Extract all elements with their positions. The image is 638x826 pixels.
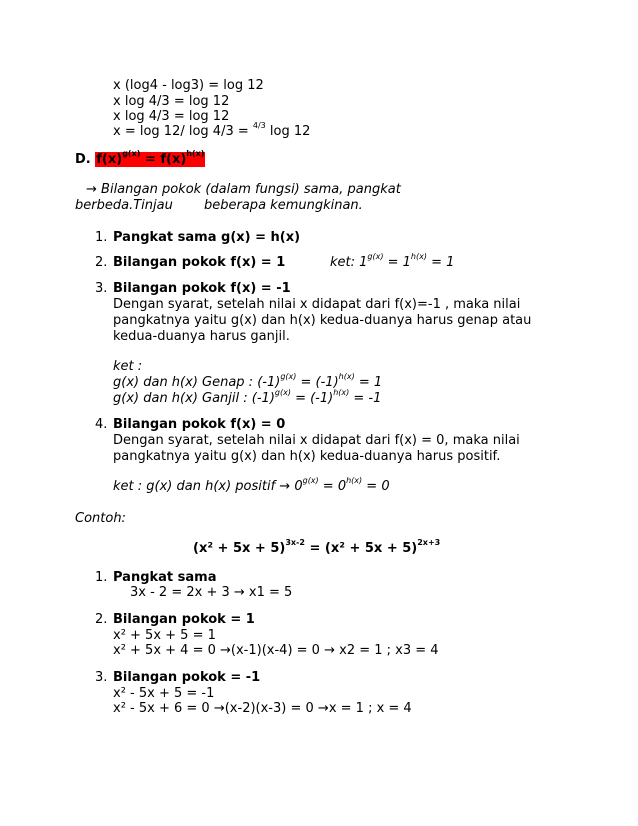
ganjil-a: g(x) dan h(x) Ganjil : (-1): [113, 391, 275, 406]
case-2-ket-c: = 1: [426, 255, 455, 270]
genap-c: = 1: [354, 375, 383, 390]
case-3-ganjil: [113, 387, 382, 407]
case-1-number: 1.: [95, 230, 108, 245]
eq-rhs: = (x² + 5x + 5): [304, 541, 418, 556]
case-4-number: 4.: [95, 417, 108, 432]
contoh-label: Contoh:: [75, 511, 126, 526]
solution-3-line-2: [113, 700, 412, 717]
solution-3-number: 3.: [95, 670, 108, 685]
solution-2-line-2: [113, 642, 439, 659]
formula-mid: = f(x): [140, 152, 187, 167]
case-3-body-1: Dengan syarat, setelah nilai x didapat dari f(x)=-1 , maka nilai: [113, 297, 521, 312]
case-4-ket-d: = 0: [362, 479, 390, 494]
log-line-1: x (log4 - log3) = log 12: [113, 78, 264, 93]
sol2-c: x2 = 1 ; x3 = 4: [335, 643, 439, 658]
solution-1-line: [130, 584, 292, 601]
ganjil-c: = -1: [349, 391, 382, 406]
solution-2-title: Bilangan pokok = 1: [113, 612, 255, 627]
sol1-b: x1 = 5: [244, 585, 293, 600]
case-3-title: Bilangan pokok f(x) = -1: [113, 281, 291, 296]
genap-b: = (-1): [296, 375, 339, 390]
arrow-icon: →: [324, 643, 335, 658]
log-line-2: x log 4/3 = log 12: [113, 94, 230, 109]
sol2-a: x² + 5x + 4 = 0: [113, 643, 221, 658]
case-3-body-2: pangkatnya yaitu g(x) dan h(x) kedua-duanya harus genap atau: [113, 313, 532, 328]
arrow-icon: →: [279, 479, 291, 494]
section-d-letter: D.: [75, 152, 91, 167]
section-d-heading: [75, 148, 205, 168]
case-1-title: Pangkat sama g(x) = h(x): [113, 230, 301, 245]
arrow-icon: →: [213, 701, 225, 716]
genap-s1: g(x): [280, 371, 297, 381]
formula-rhs-exp: h(x): [186, 148, 205, 158]
case-4-ket-s2: h(x): [346, 475, 363, 485]
eq-lhs-exp: 3x-2: [285, 537, 305, 547]
solution-2-line-1: x² + 5x + 5 = 1: [113, 628, 216, 643]
intro-line-2b: beberapa kemungkinan.: [204, 198, 363, 213]
case-2-title: Bilangan pokok f(x) = 1: [113, 255, 286, 270]
log-line-3: x log 4/3 = log 12: [113, 109, 230, 124]
ganjil-s1: g(x): [274, 387, 291, 397]
section-d-formula: [95, 148, 205, 167]
arrow-icon: →: [86, 182, 97, 197]
contoh-equation: [193, 537, 441, 557]
case-4-ket: [113, 475, 390, 495]
sol3-b: (x-2)(x-3) = 0: [224, 701, 318, 716]
case-3-number: 3.: [95, 281, 108, 296]
sol2-b: (x-1)(x-4) = 0: [230, 643, 325, 658]
sol1-a: 3x - 2 = 2x + 3: [130, 585, 234, 600]
log-line-4: [113, 120, 311, 140]
case-2-ket-s1: g(x): [367, 251, 384, 261]
log-line-4-exp: 4/3: [252, 120, 266, 130]
case-4-ket-b: 0: [290, 479, 303, 494]
intro-line-2a: berbeda.Tinjau: [75, 198, 173, 213]
arrow-icon: →: [317, 701, 329, 716]
solution-3-title: Bilangan pokok = -1: [113, 670, 261, 685]
sol3-a: x² - 5x + 6 = 0: [113, 701, 214, 716]
intro-line-1: [86, 181, 401, 198]
arrow-icon: →: [233, 585, 245, 600]
case-2-ket-a: ket: 1: [330, 255, 368, 270]
ganjil-b: = (-1): [290, 391, 334, 406]
ganjil-s2: h(x): [333, 387, 350, 397]
case-4-ket-c: = 0: [318, 479, 347, 494]
eq-lhs: (x² + 5x + 5): [193, 541, 286, 556]
solution-1-title: Pangkat sama: [113, 570, 217, 585]
solution-3-line-1: x² - 5x + 5 = -1: [113, 686, 215, 701]
formula-lhs: f(x): [96, 152, 123, 167]
genap-s2: h(x): [338, 371, 355, 381]
case-4-title: Bilangan pokok f(x) = 0: [113, 417, 286, 432]
case-3-body-3: kedua-duanya harus ganjil.: [113, 329, 290, 344]
arrow-icon: →: [220, 643, 231, 658]
sol3-c: x = 1 ; x = 4: [328, 701, 412, 716]
case-4-ket-a: ket : g(x) dan h(x) positif: [113, 479, 280, 494]
case-2-ket: [330, 251, 455, 271]
case-2-ket-b: = 1: [383, 255, 411, 270]
solution-1-number: 1.: [95, 570, 108, 585]
case-4-body-2: pangkatnya yaitu g(x) dan h(x) kedua-duanya harus positif.: [113, 449, 501, 464]
case-3-ket-label: ket :: [113, 359, 143, 374]
eq-rhs-exp: 2x+3: [417, 537, 441, 547]
case-2-ket-s2: h(x): [410, 251, 427, 261]
solution-2-number: 2.: [95, 612, 108, 627]
genap-a: g(x) dan h(x) Genap : (-1): [113, 375, 281, 390]
case-4-body-1: Dengan syarat, setelah nilai x didapat dari f(x) = 0, maka nilai: [113, 433, 520, 448]
intro-text-1: Bilangan pokok (dalam fungsi) sama, pangkat: [96, 182, 401, 197]
log-line-4-tail: log 12: [265, 124, 311, 139]
log-line-4-text: x = log 12/ log 4/3 =: [113, 124, 253, 139]
case-2-number: 2.: [95, 255, 108, 270]
case-4-ket-s1: g(x): [302, 475, 319, 485]
formula-lhs-exp: g(x): [122, 148, 141, 158]
